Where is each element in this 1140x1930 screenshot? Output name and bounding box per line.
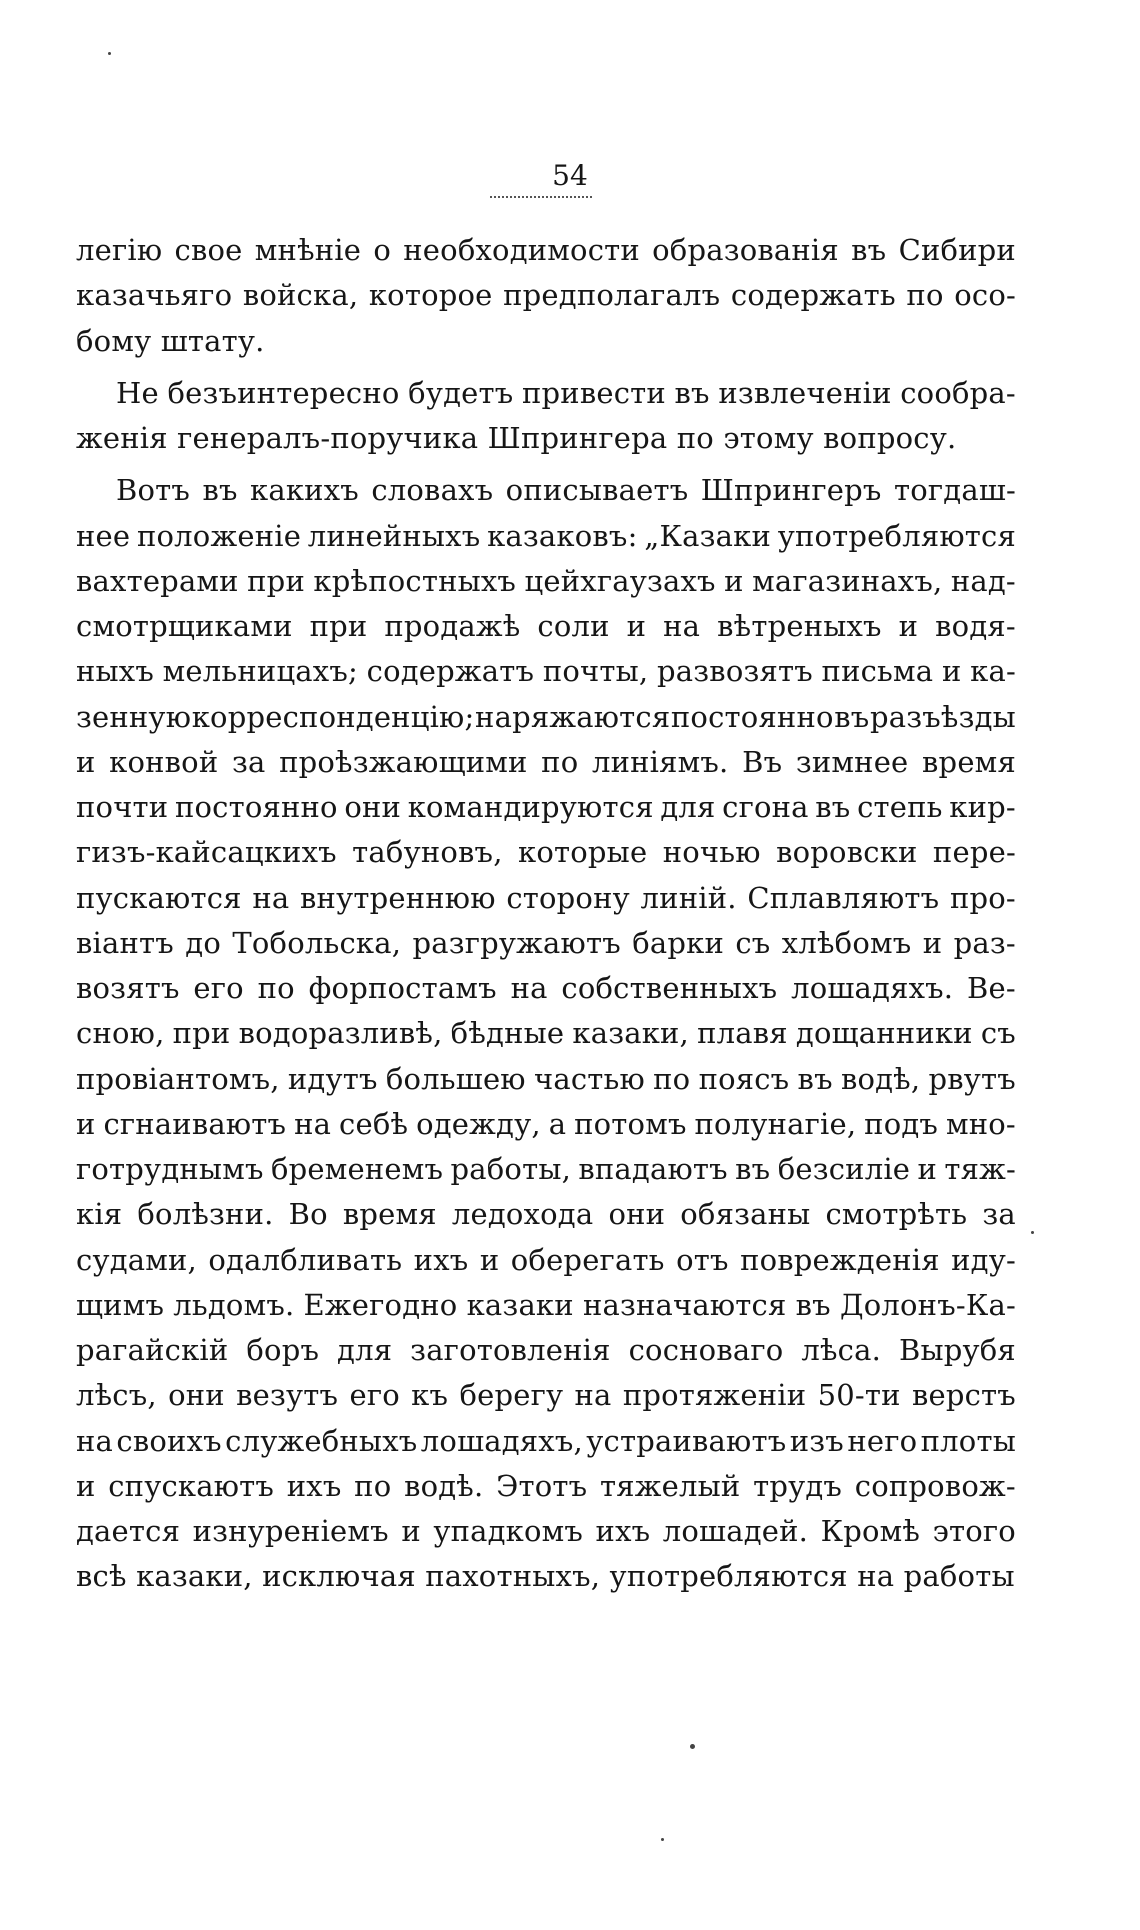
paragraph <box>76 228 1016 364</box>
scan-speck <box>661 1838 664 1841</box>
text-line: кія болѣзни. Во время ледохода они обязаны смотрѣть за <box>76 1197 1016 1232</box>
text-line: судами, одалбливать ихъ и оберегать отъ поврежденія иду- <box>76 1242 1016 1277</box>
text-line: на своихъ служебныхъ лошадяхъ, устраиваютъ изъ него плоты <box>76 1423 1016 1458</box>
text-line: лѣсъ, они везутъ его къ берегу на протяженіи 50-ти верстъ <box>76 1378 1016 1413</box>
text-line: возятъ его по форпостамъ на собственныхъ лошадяхъ. Ве- <box>76 971 1016 1005</box>
text-line: ныхъ мельницахъ; содержатъ почты, развозятъ письма и ка- <box>76 654 1016 689</box>
text-line: и сгнаиваютъ на себѣ одежду, а потомъ полунагіе, подъ мно- <box>76 1106 1016 1141</box>
text-line: вахтерами при крѣпостныхъ цейхгаузахъ и магазинахъ, над- <box>76 563 1016 598</box>
text-line: рагайскій боръ для заготовленія сосноваго лѣса. Вырубя <box>76 1333 1016 1367</box>
scan-speck <box>108 52 111 55</box>
text-line: всѣ казаки, исключая пахотныхъ, употребляются на работы <box>76 1559 1015 1594</box>
scan-speck <box>1031 1231 1034 1234</box>
text-line: зенную корреспонденцію; наряжаются постоянно въ разъѣзды <box>76 699 1016 734</box>
text-line: Не безъинтересно будетъ привести въ извлеченіи сообра- <box>116 375 1016 410</box>
text-line: Вотъ въ какихъ словахъ описываетъ Шпрингеръ тогдаш- <box>116 473 1016 508</box>
body-text <box>76 228 1016 1607</box>
text-line: легію свое мнѣніе о необходимости образованія въ Сибири <box>76 233 1016 267</box>
text-line: віантъ до Тобольска, разгружаютъ барки съ хлѣбомъ и раз- <box>76 925 1016 960</box>
text-line: сною, при водоразливѣ, бѣдные казаки, плавя дощанники съ <box>76 1016 1016 1051</box>
text-line: и спускаютъ ихъ по водѣ. Этотъ тяжелый трудъ сопровож- <box>76 1468 1016 1503</box>
text-line: женія генералъ-поручика Шпрингера по этому вопросу. <box>76 421 957 455</box>
text-line: бому штату. <box>76 323 265 358</box>
text-line: готруднымъ бременемъ работы, впадаютъ въ безсиліе и тяж- <box>76 1152 1016 1186</box>
text-line: щимъ льдомъ. Ежегодно казаки назначаются въ Долонъ-Ка- <box>76 1287 1016 1322</box>
text-line: почти постоянно они командируются для сгона въ степь кир- <box>76 790 1016 824</box>
text-line: нее положеніе линейныхъ казаковъ: „Казаки употребляются <box>76 518 1016 553</box>
text-line: смотрщиками при продажѣ соли и на вѣтреныхъ и водя- <box>76 609 1016 643</box>
text-line: казачьяго войска, которое предполагалъ содержать по осо- <box>76 278 1016 313</box>
text-line: гизъ-кайсацкихъ табуновъ, которые ночью воровски пере- <box>76 835 1016 870</box>
page-number: 54 <box>552 159 588 192</box>
paragraph <box>76 468 1016 1599</box>
paragraph <box>76 371 1016 462</box>
text-line: пускаются на внутреннюю сторону линій. Сплавляютъ про- <box>76 880 1016 915</box>
scan-speck <box>690 1744 695 1749</box>
text-line: и конвой за проѣзжающими по линіямъ. Въ зимнее время <box>76 744 1016 779</box>
text-line: дается изнуреніемъ и упадкомъ ихъ лошадей. Кромѣ этого <box>76 1514 1016 1548</box>
text-line: провіантомъ, идутъ большею частью по поясъ въ водѣ, рвутъ <box>76 1061 1016 1096</box>
page-number-rule <box>490 196 592 198</box>
